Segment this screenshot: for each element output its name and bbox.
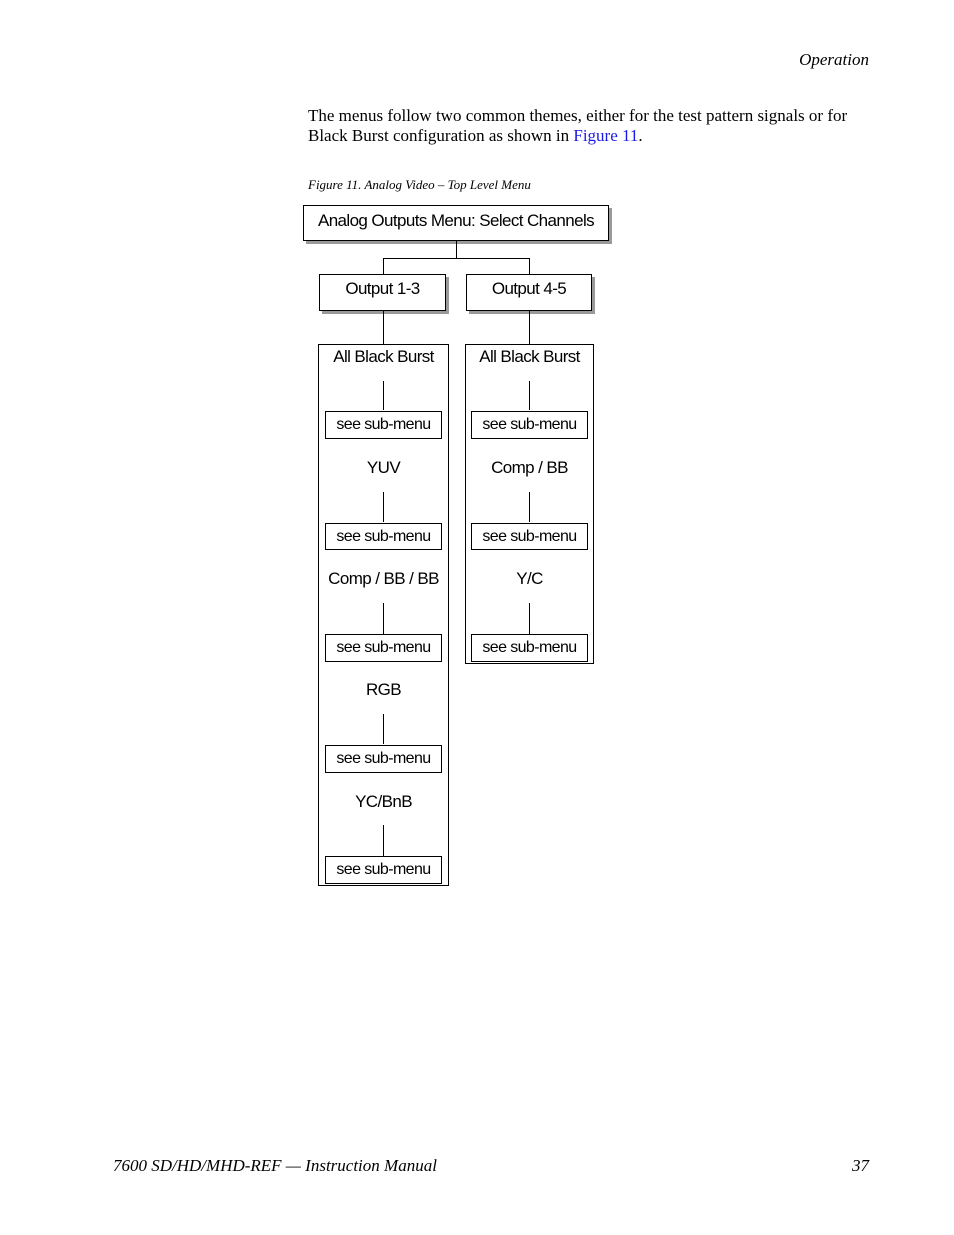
sub-menu-box: see sub-menu <box>325 856 442 884</box>
footer-manual-title: 7600 SD/HD/MHD-REF — Instruction Manual <box>113 1156 437 1175</box>
top-menu-label: Analog Outputs Menu: Select Channels <box>317 211 595 230</box>
figure-link[interactable]: Figure 11 <box>573 126 639 145</box>
menu-option: All Black Burst <box>333 347 434 366</box>
connector <box>383 492 384 522</box>
intro-end: . <box>638 126 643 145</box>
connector <box>529 381 530 410</box>
page-number: 37 <box>852 1156 869 1175</box>
sub-menu-box: see sub-menu <box>471 411 588 439</box>
running-header: Operation <box>799 50 869 69</box>
menu-option: RGB <box>365 680 402 699</box>
connector <box>529 258 530 274</box>
intro-text: The menus follow two common themes, either for the test pattern signals or for Black Burst configuration as shown in <box>308 106 848 145</box>
connector <box>383 714 384 744</box>
menu-option: All Black Burst <box>479 347 580 366</box>
menu-option: Comp / BB / BB <box>328 569 439 588</box>
output-1-3-label: Output 1-3 <box>345 279 420 298</box>
connector <box>529 603 530 634</box>
connector <box>383 825 384 856</box>
output-1-3-box <box>319 274 446 311</box>
top-menu-box <box>303 205 609 241</box>
connector <box>529 492 530 522</box>
connector <box>456 241 457 258</box>
connector <box>383 603 384 634</box>
sub-menu-box: see sub-menu <box>325 745 442 773</box>
figure-caption: Figure 11. Analog Video – Top Level Menu <box>308 177 531 192</box>
menu-option: YC/BnB <box>355 792 412 811</box>
menu-option: Y/C <box>516 569 543 588</box>
sub-menu-box: see sub-menu <box>325 523 442 550</box>
connector <box>383 311 384 344</box>
connector <box>529 311 530 344</box>
sub-menu-box: see sub-menu <box>325 634 442 662</box>
connector <box>383 258 530 259</box>
output-4-5-label: Output 4-5 <box>491 279 567 298</box>
sub-menu-box: see sub-menu <box>325 411 442 439</box>
sub-menu-box: see sub-menu <box>471 634 588 662</box>
menu-option: Comp / BB <box>491 458 568 477</box>
menu-option: YUV <box>366 458 401 477</box>
connector <box>383 258 384 274</box>
output-4-5-box <box>466 274 592 311</box>
sub-menu-box: see sub-menu <box>471 523 588 550</box>
connector <box>383 381 384 410</box>
